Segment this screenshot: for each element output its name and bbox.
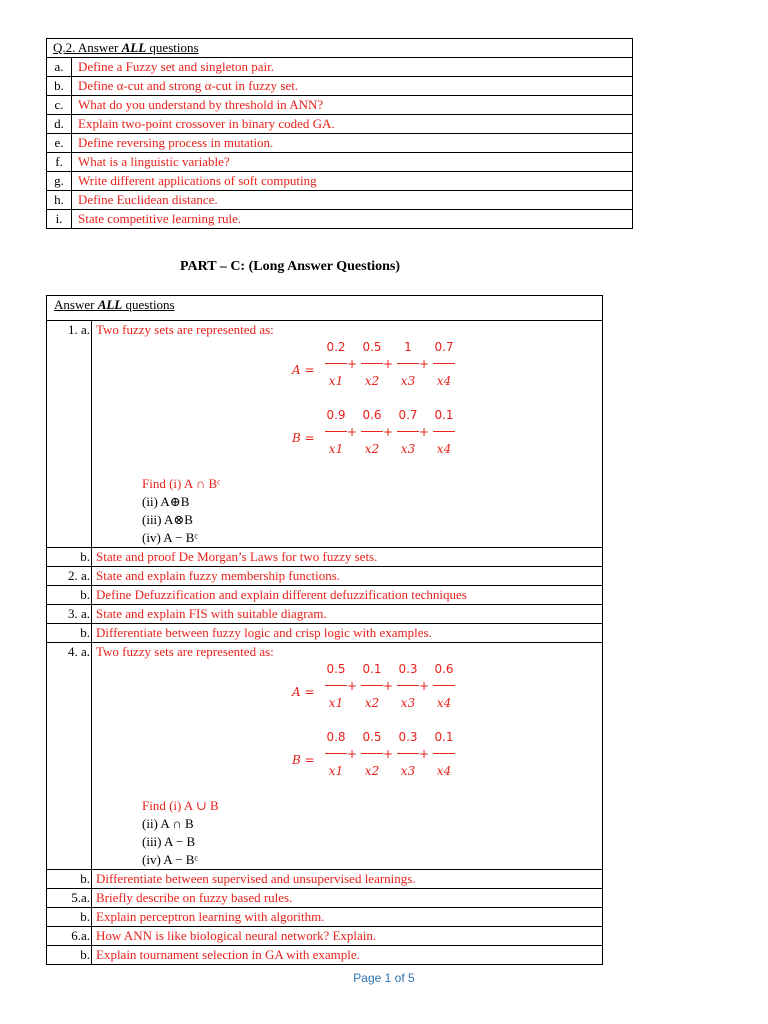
- fraction-bar: [361, 431, 383, 432]
- membership-value: 0.1: [434, 730, 454, 744]
- q2-item-text: Define α-cut and strong α-cut in fuzzy set.: [72, 77, 633, 96]
- plus-sign: +: [383, 679, 394, 693]
- element-name: x4: [436, 442, 452, 456]
- plus-sign: +: [347, 357, 358, 371]
- page-number: Page 1 of 5: [353, 971, 415, 985]
- table-row: [47, 210, 633, 229]
- table-row: [47, 77, 633, 96]
- membership-value: 0.6: [362, 408, 382, 422]
- element-name: x3: [400, 442, 416, 456]
- fraction-bar: [361, 685, 383, 686]
- question-label: b.: [47, 946, 92, 965]
- question-label: 4. a.: [47, 643, 92, 870]
- find-line: Find (i) A ∪ B: [142, 798, 219, 813]
- question-text: State and explain fuzzy membership functions.: [92, 567, 603, 586]
- plus-sign: +: [383, 747, 394, 761]
- table-row: [47, 946, 603, 965]
- q2-item-text: Define a Fuzzy set and singleton pair.: [72, 58, 633, 77]
- element-name: x4: [436, 696, 452, 710]
- membership-value: 0.1: [362, 662, 382, 676]
- set-name: A =: [292, 363, 315, 377]
- table-row: [47, 624, 603, 643]
- table-row: [47, 908, 603, 927]
- find-line: (iv) A − Bᶜ: [142, 852, 198, 867]
- table-row: [47, 96, 633, 115]
- question-label: b.: [47, 586, 92, 605]
- set-name: B =: [292, 753, 315, 767]
- element-name: x3: [400, 374, 416, 388]
- table-row: [47, 889, 603, 908]
- membership-value: 0.7: [434, 340, 454, 354]
- membership-value: 0.8: [326, 730, 346, 744]
- table-row: [47, 191, 633, 210]
- part-c-title: PART – C: (Long Answer Questions): [180, 259, 401, 274]
- membership-value: 0.1: [434, 408, 454, 422]
- membership-value: 1: [404, 340, 412, 354]
- element-name: x1: [328, 764, 344, 778]
- membership-value: 0.9: [326, 408, 346, 422]
- find-line: (ii) A ∩ B: [142, 816, 194, 831]
- q2-item-text: Write different applications of soft computing: [72, 172, 633, 191]
- fuzzy-set-a-equation: [96, 339, 602, 407]
- q2-item-text: Explain two-point crossover in binary coded GA.: [72, 115, 633, 134]
- table-row: [47, 643, 603, 870]
- element-name: x4: [436, 764, 452, 778]
- element-name: x1: [328, 696, 344, 710]
- find-line: (iii) A⊗B: [142, 512, 193, 527]
- question-label: 6.a.: [47, 927, 92, 946]
- question-text: State and proof De Morgan’s Laws for two fuzzy sets.: [92, 548, 603, 567]
- fraction-bar: [433, 685, 455, 686]
- q2-item-label: d.: [47, 115, 72, 134]
- q2-item-label: h.: [47, 191, 72, 210]
- question-text: Differentiate between supervised and unsupervised learnings.: [92, 870, 603, 889]
- table-row: [47, 153, 633, 172]
- membership-value: 0.5: [362, 730, 382, 744]
- table-row: [47, 927, 603, 946]
- q2-item-text: Define reversing process in mutation.: [72, 134, 633, 153]
- set-name: B =: [292, 431, 315, 445]
- fraction-bar: [325, 431, 347, 432]
- plus-sign: +: [347, 747, 358, 761]
- fraction-bar: [361, 363, 383, 364]
- plus-sign: +: [347, 425, 358, 439]
- question-text: Differentiate between fuzzy logic and crisp logic with examples.: [92, 624, 603, 643]
- question-intro: Two fuzzy sets are represented as:: [96, 322, 274, 337]
- plus-sign: +: [419, 747, 430, 761]
- question-text: State and explain FIS with suitable diagram.: [92, 605, 603, 624]
- element-name: x1: [328, 374, 344, 388]
- q2-item-label: g.: [47, 172, 72, 191]
- table-row: [47, 605, 603, 624]
- table-row: [47, 58, 633, 77]
- fraction-bar: [433, 431, 455, 432]
- q2-table: [46, 38, 633, 229]
- question-text: Explain tournament selection in GA with example.: [92, 946, 603, 965]
- question-label: 2. a.: [47, 567, 92, 586]
- element-name: x2: [364, 764, 380, 778]
- membership-value: 0.2: [326, 340, 346, 354]
- membership-value: 0.3: [398, 662, 418, 676]
- question-label: b.: [47, 870, 92, 889]
- fraction-bar: [397, 431, 419, 432]
- element-name: x2: [364, 374, 380, 388]
- fraction-bar: [361, 753, 383, 754]
- q2-item-label: b.: [47, 77, 72, 96]
- part-c-header-text: Answer ALL questions: [54, 297, 175, 312]
- table-row: [47, 321, 603, 548]
- question-label: b.: [47, 548, 92, 567]
- find-line: (ii) A⊕B: [142, 494, 190, 509]
- element-name: x4: [436, 374, 452, 388]
- element-name: x3: [400, 764, 416, 778]
- question-label: 1. a.: [47, 321, 92, 548]
- question-text: Explain perceptron learning with algorithm.: [92, 908, 603, 927]
- find-line: (iii) A − B: [142, 834, 196, 849]
- plus-sign: +: [383, 425, 394, 439]
- membership-value: 0.3: [398, 730, 418, 744]
- part-c-header-row: [47, 296, 603, 321]
- element-name: x2: [364, 442, 380, 456]
- part-c-table: [46, 295, 603, 965]
- question-label: b.: [47, 908, 92, 927]
- fuzzy-set-a-equation: [96, 661, 602, 729]
- q2-item-label: c.: [47, 96, 72, 115]
- fuzzy-set-b-equation: [96, 729, 602, 797]
- q2-item-text: Define Euclidean distance.: [72, 191, 633, 210]
- table-row: [47, 115, 633, 134]
- fraction-bar: [325, 753, 347, 754]
- q2-header-text: Q.2. Answer ALL questions: [53, 40, 199, 55]
- membership-value: 0.5: [362, 340, 382, 354]
- q2-item-text: What is a linguistic variable?: [72, 153, 633, 172]
- question-text: How ANN is like biological neural network? Explain.: [92, 927, 603, 946]
- table-row: [47, 567, 603, 586]
- q2-item-label: i.: [47, 210, 72, 229]
- fraction-bar: [325, 363, 347, 364]
- find-line: Find (i) A ∩ Bᶜ: [142, 476, 221, 491]
- fuzzy-set-b-equation: [96, 407, 602, 475]
- q2-item-label: e.: [47, 134, 72, 153]
- question-label: b.: [47, 624, 92, 643]
- plus-sign: +: [419, 679, 430, 693]
- question-text: Define Defuzzification and explain different defuzzification techniques: [92, 586, 603, 605]
- membership-value: 0.6: [434, 662, 454, 676]
- fraction-bar: [397, 363, 419, 364]
- element-name: x2: [364, 696, 380, 710]
- element-name: x3: [400, 696, 416, 710]
- question-intro: Two fuzzy sets are represented as:: [96, 644, 274, 659]
- question-label: 3. a.: [47, 605, 92, 624]
- q2-header: [47, 39, 633, 58]
- plus-sign: +: [419, 357, 430, 371]
- fraction-bar: [397, 685, 419, 686]
- fraction-bar: [433, 753, 455, 754]
- fraction-bar: [325, 685, 347, 686]
- table-row: [47, 548, 603, 567]
- q2-item-label: a.: [47, 58, 72, 77]
- table-row: [47, 172, 633, 191]
- set-name: A =: [292, 685, 315, 699]
- q2-header-row: [47, 39, 633, 58]
- fraction-bar: [433, 363, 455, 364]
- q2-item-text: State competitive learning rule.: [72, 210, 633, 229]
- q2-item-label: f.: [47, 153, 72, 172]
- membership-value: 0.5: [326, 662, 346, 676]
- question-label: 5.a.: [47, 889, 92, 908]
- plus-sign: +: [347, 679, 358, 693]
- table-row: [47, 134, 633, 153]
- question-4a-cell: [92, 643, 603, 870]
- question-text: Briefly describe on fuzzy based rules.: [92, 889, 603, 908]
- element-name: x1: [328, 442, 344, 456]
- q2-item-text: What do you understand by threshold in ANN?: [72, 96, 633, 115]
- table-row: [47, 586, 603, 605]
- membership-value: 0.7: [398, 408, 418, 422]
- plus-sign: +: [419, 425, 430, 439]
- part-c-header: [47, 296, 603, 321]
- table-row: [47, 870, 603, 889]
- plus-sign: +: [383, 357, 394, 371]
- question-1a-cell: [92, 321, 603, 548]
- fraction-bar: [397, 753, 419, 754]
- find-line: (iv) A − Bᶜ: [142, 530, 198, 545]
